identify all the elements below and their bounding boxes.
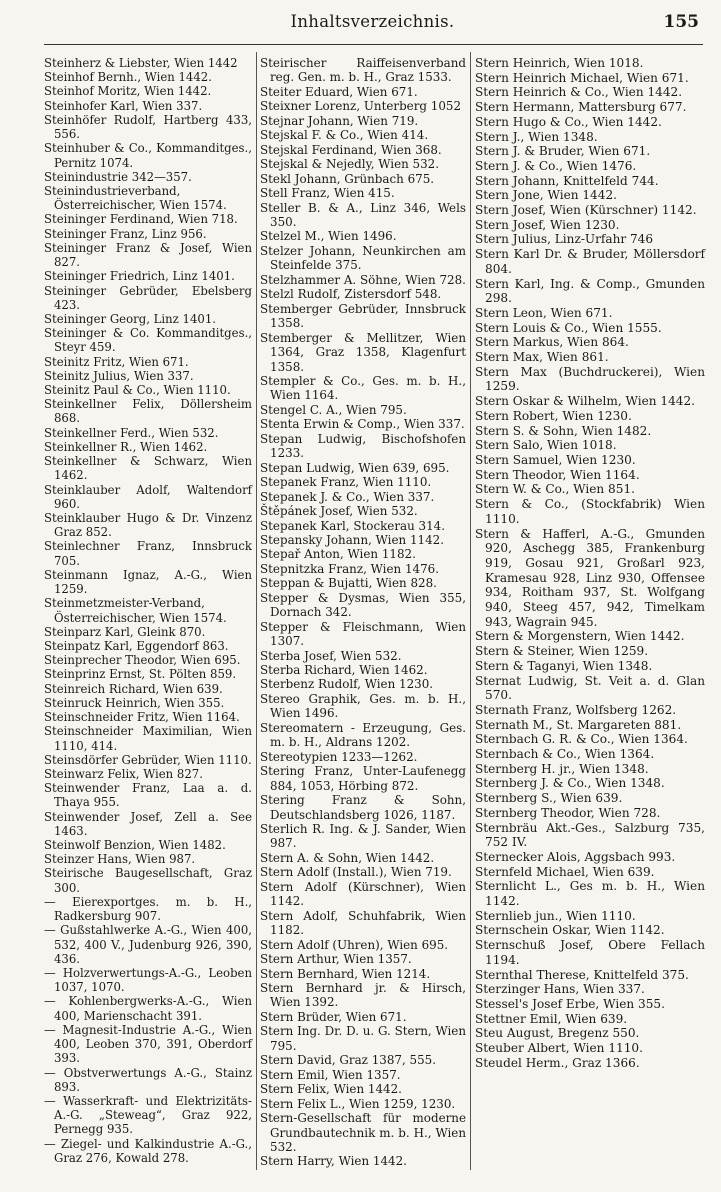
index-entry: Sternberg J. & Co., Wien 1348.	[475, 776, 665, 791]
index-entry: Stern Max, Wien 861.	[475, 350, 609, 365]
index-entry: Stern A. & Sohn, Wien 1442.	[260, 850, 435, 865]
index-entry: Stelzhammer A. Söhne, Wien 728.	[260, 272, 466, 287]
index-entry: Stern J., Wien 1348.	[475, 129, 598, 144]
index-entry: Stern & Morgenstern, Wien 1442.	[475, 629, 685, 644]
index-entry: Stern Jone, Wien 1442.	[475, 188, 617, 203]
index-entry: Sternschein Oskar, Wien 1142.	[475, 923, 665, 938]
index-entry: Steinmetzmeister-Verband, Österreichischer, Wien 1574.	[44, 596, 227, 625]
index-entry: Steppan & Bujatti, Wien 828.	[260, 576, 437, 591]
index-entry: Steinzer Hans, Wien 987.	[44, 852, 196, 867]
index-entry: Štěpánek Josef, Wien 532.	[260, 504, 418, 519]
index-entry: Stell Franz, Wien 415.	[260, 186, 395, 201]
index-entry: Stern Heinrich, Wien 1018.	[475, 56, 644, 70]
index-entry: Stern Markus, Wien 864.	[475, 335, 629, 350]
index-entry: Stessel's Josef Erbe, Wien 355.	[475, 997, 665, 1011]
index-column-3	[475, 56, 705, 1071]
index-entry: Steininger & Co. Kommanditges., Steyr 459.	[44, 326, 252, 355]
index-entry: Stern Heinrich Michael, Wien 671.	[475, 70, 689, 85]
index-entry: Stern David, Graz 1387, 555.	[260, 1053, 437, 1068]
index-entry: Stering Franz & Sohn, Deutschlandsberg 1026, 1187.	[260, 793, 466, 822]
index-entry: Stern Karl Dr. & Bruder, Möllersdorf 804.	[475, 247, 705, 276]
index-entry: Stepansky Johann, Wien 1142.	[260, 532, 445, 547]
index-entry: Steinprinz Ernst, St. Pölten 859.	[44, 667, 237, 682]
index-entry: Steinitz Fritz, Wien 671.	[44, 354, 189, 369]
index-entry: Steininger Ferdinand, Wien 718.	[44, 212, 238, 227]
index-entry: Stern Bernhard jr. & Hirsch, Wien 1392.	[260, 981, 466, 1010]
index-entry: — Holzverwertungs-A.-G., Leoben 1037, 1070.	[44, 966, 252, 995]
index-entry: Stern Adolf, Schuhfabrik, Wien 1182.	[260, 908, 466, 938]
index-entry: Stereotypien 1233—1262.	[260, 749, 418, 764]
index-entry: Steininger Franz & Josef, Wien 827.	[44, 240, 252, 270]
index-entry: Stelzer Johann, Neunkirchen am Steinfelde 375.	[260, 243, 466, 273]
page-number: 155	[663, 12, 699, 32]
index-entry: Steinsdörfer Gebrüder, Wien 1110.	[44, 752, 252, 767]
index-entry: Steinitz Julius, Wien 337.	[44, 368, 194, 383]
index-entry: Stern Hermann, Mattersburg 677.	[475, 100, 687, 115]
page-header	[44, 10, 701, 42]
index-entry: Steinparz Karl, Gleink 870.	[44, 624, 206, 639]
index-entry: Stekl Johann, Grünbach 675.	[260, 171, 435, 186]
index-entry: Stemberger & Mellitzer, Wien 1364, Graz 1358, Klagenfurt 1358.	[260, 330, 466, 374]
index-entry: Stern Leon, Wien 671.	[475, 305, 613, 320]
index-entry: Steinwolf Benzion, Wien 1482.	[44, 838, 226, 853]
index-entry: — Magnesit-Industrie A.-G., Wien 400, Leoben 370, 391, Oberdorf 393.	[44, 1022, 252, 1066]
column-divider	[256, 52, 257, 1170]
index-entry: Stern Adolf (Install.), Wien 719.	[260, 865, 452, 880]
index-entry: Steinpatz Karl, Eggendorf 863.	[44, 638, 229, 653]
index-entry: Steinherz & Liebster, Wien 1442	[44, 56, 238, 70]
index-entry: Stepper & Fleischmann, Wien 1307.	[260, 619, 466, 649]
index-entry: Steinkellner Ferd., Wien 532.	[44, 425, 219, 440]
index-entry: Stern W. & Co., Wien 851.	[475, 482, 635, 497]
index-entry: Steinkellner Felix, Döllersheim 868.	[44, 397, 252, 426]
index-entry: Stern Felix, Wien 1442.	[260, 1082, 402, 1097]
index-entry: Stern Ing. Dr. D. u. G. Stern, Wien 795.	[260, 1024, 466, 1053]
index-entry: Stepnitzka Franz, Wien 1476.	[260, 561, 439, 576]
index-entry: Sternfeld Michael, Wien 639.	[475, 864, 655, 879]
index-entry: Stern Brüder, Wien 671.	[260, 1009, 407, 1024]
index-entry: Stern Max (Buchdruckerei), Wien 1259.	[475, 364, 705, 394]
index-entry: Sternlieb jun., Wien 1110.	[475, 908, 636, 923]
index-entry: Stern Adolf (Kürschner), Wien 1142.	[260, 879, 466, 909]
index-entry: Steinkellner & Schwarz, Wien 1462.	[44, 454, 252, 483]
index-entry: Sternat Ludwig, St. Veit a. d. Glan 570.	[475, 673, 705, 703]
index-entry: Stern Salo, Wien 1018.	[475, 438, 617, 453]
index-entry: Stejskal Ferdinand, Wien 368.	[260, 142, 442, 157]
header-rule	[44, 44, 703, 45]
index-entry: Stern Johann, Knittelfeld 744.	[475, 173, 659, 188]
index-entry: Steinlechner Franz, Innsbruck 705.	[44, 539, 252, 568]
index-entry: Stern Josef, Wien 1230.	[475, 217, 620, 232]
index-entry: Stern & Co., (Stockfabrik) Wien 1110.	[475, 497, 705, 526]
index-entry: Stereo Graphik, Ges. m. b. H., Wien 1496.	[260, 691, 466, 721]
index-entry: Stepař Anton, Wien 1182.	[260, 547, 416, 562]
index-entry: Steirischer Raiffeisenverband reg. Gen. m. b. H., Graz 1533.	[260, 56, 466, 85]
index-entry: Sternberg S., Wien 639.	[475, 791, 623, 806]
index-entry: Stering Franz, Unter-Laufenegg 884, 1053, Hörbing 872.	[260, 764, 466, 793]
index-entry: Stern Arthur, Wien 1357.	[260, 952, 412, 967]
index-entry: Stern & Hafferl, A.-G., Gmunden 920, Aschegg 385, Frankenburg 919, Gosau 921, Großarl 923, Kramesau 928, Linz 930, Offensee 934, Roitham 937, St. Wolfgang 940, Steeg 457, 942, Timelkam 943, Wagrain 945.	[475, 526, 705, 629]
index-entry: Sterba Richard, Wien 1462.	[260, 663, 428, 678]
index-entry: Stepper & Dysmas, Wien 355, Dornach 342.	[260, 590, 466, 620]
index-entry: Sterbenz Rudolf, Wien 1230.	[260, 677, 434, 692]
index-entry: — Gußstahlwerke A.-G., Wien 400, 532, 400 V., Judenburg 926, 390, 436.	[44, 923, 252, 966]
index-entry: Steininger Gebrüder, Ebelsberg 423.	[44, 283, 252, 312]
index-entry: Stern Emil, Wien 1357.	[260, 1067, 401, 1082]
index-entry: Stepan Ludwig, Bischofshofen 1233.	[260, 431, 466, 461]
index-entry: Steinhof Moritz, Wien 1442.	[44, 84, 212, 99]
index-entry: Stepanek J. & Co., Wien 337.	[260, 489, 435, 504]
index-entry: Steinkellner R., Wien 1462.	[44, 439, 208, 454]
index-entry: Stelzel M., Wien 1496.	[260, 229, 397, 244]
index-entry: Stern-Gesellschaft für moderne Grundbautechnik m. b. H., Wien 532.	[260, 1111, 466, 1154]
index-entry: Stepanek Franz, Wien 1110.	[260, 475, 432, 490]
index-entry: Sternschuß Josef, Obere Fellach 1194.	[475, 938, 705, 967]
column-divider	[470, 52, 471, 1170]
index-entry: Steinwender Franz, Laa a. d. Thaya 955.	[44, 781, 252, 810]
index-entry: Sternthal Therese, Knittelfeld 375.	[475, 967, 689, 982]
index-entry: Stern Harry, Wien 1442.	[260, 1154, 407, 1169]
index-entry: — Kohlenbergwerks-A.-G., Wien 400, Marienschacht 391.	[44, 994, 252, 1023]
index-entry: Stern Samuel, Wien 1230.	[475, 452, 636, 467]
index-entry: — Eierexportges. m. b. H., Radkersburg 907.	[44, 894, 252, 924]
index-entry: Sternberg Theodor, Wien 728.	[475, 805, 661, 820]
index-entry: Sterzinger Hans, Wien 337.	[475, 982, 645, 997]
index-entry: Stern Louis & Co., Wien 1555.	[475, 320, 662, 335]
index-entry: Stern & Steiner, Wien 1259.	[475, 644, 649, 659]
index-entry: Steudel Herm., Graz 1366.	[475, 1055, 640, 1070]
index-entry: Steinitz Paul & Co., Wien 1110.	[44, 383, 231, 398]
index-entry: Steinhof Bernh., Wien 1442.	[44, 70, 212, 85]
index-entry: Stern Josef, Wien (Kürschner) 1142.	[475, 203, 697, 218]
index-entry: Stern Theodor, Wien 1164.	[475, 467, 640, 482]
index-entry: Steinklauber Adolf, Waltendorf 960.	[44, 482, 252, 511]
index-entry: Sternath M., St. Margareten 881.	[475, 717, 682, 732]
index-entry: Stern J. & Bruder, Wien 671.	[475, 144, 651, 159]
index-entry: Stern Karl, Ing. & Comp., Gmunden 298.	[475, 276, 705, 306]
index-entry: Sternberg H. jr., Wien 1348.	[475, 761, 649, 776]
index-entry: Steinreich Richard, Wien 639.	[44, 681, 223, 696]
index-entry: Stern & Taganyi, Wien 1348.	[475, 658, 653, 673]
index-entry: Stejskal F. & Co., Wien 414.	[260, 128, 429, 143]
index-entry: Steinwarz Felix, Wien 827.	[44, 766, 203, 781]
index-entry: Stern Oskar & Wilhelm, Wien 1442.	[475, 394, 696, 409]
index-entry: Steller B. & A., Linz 346, Wels 350.	[260, 200, 466, 229]
index-entry: Steininger Franz, Linz 956.	[44, 226, 207, 241]
index-entry: Steinmann Ignaz, A.-G., Wien 1259.	[44, 567, 252, 597]
index-entry: Sternath Franz, Wolfsberg 1262.	[475, 702, 677, 717]
index-column-1	[44, 56, 252, 1165]
index-entry: Stettner Emil, Wien 639.	[475, 1011, 628, 1026]
index-entry: Stejskal & Nejedly, Wien 532.	[260, 157, 440, 172]
index-entry: Steinindustrie 342—357.	[44, 169, 192, 184]
index-entry: Stern Heinrich & Co., Wien 1442.	[475, 85, 683, 100]
index-entry: Steirische Baugesellschaft, Graz 300.	[44, 866, 252, 895]
index-entry: Steinindustrieverband, Österreichischer, Wien 1574.	[44, 183, 227, 213]
index-entry: — Obstverwertungs A.-G., Stainz 893.	[44, 1065, 252, 1094]
index-entry: Stern Robert, Wien 1230.	[475, 408, 632, 423]
index-entry: Sternlicht L., Ges m. b. H., Wien 1142.	[475, 879, 705, 909]
index-entry: Steinhuber & Co., Kommanditges., Pernitz 1074.	[44, 141, 252, 170]
index-entry: Steinschneider Fritz, Wien 1164.	[44, 710, 240, 725]
index-entry: Steinprecher Theodor, Wien 695.	[44, 653, 241, 668]
index-entry: — Ziegel- und Kalkindustrie A.-G., Graz 276, Kowald 278.	[44, 1136, 252, 1165]
index-entry: Stern S. & Sohn, Wien 1482.	[475, 423, 652, 438]
index-entry: Stepanek Karl, Stockerau 314.	[260, 518, 446, 533]
index-entry: Steininger Friedrich, Linz 1401.	[44, 269, 235, 284]
index-entry: Sternbach & Co., Wien 1364.	[475, 747, 655, 762]
index-entry: Stengel C. A., Wien 795.	[260, 402, 407, 417]
index-entry: Steiter Eduard, Wien 671.	[260, 84, 418, 99]
index-entry: Stejnar Johann, Wien 719.	[260, 113, 419, 128]
index-entry: Stern Hugo & Co., Wien 1442.	[475, 114, 662, 129]
index-entry: Steixner Lorenz, Unterberg 1052	[260, 99, 462, 114]
index-entry: Sterlich R. Ing. & J. Sander, Wien 987.	[260, 822, 466, 851]
index-entry: Stenta Erwin & Comp., Wien 337.	[260, 417, 465, 432]
index-entry: Stern Julius, Linz-Urfahr 746	[475, 232, 654, 247]
index-entry: Steinwender Josef, Zell a. See 1463.	[44, 809, 252, 838]
index-entry: Sternbräu Akt.-Ges., Salzburg 735, 752 IV.	[475, 820, 705, 850]
index-entry: — Wasserkraft- und Elektrizitäts-A.-G. „Steweag“, Graz 922, Pernegg 935.	[44, 1093, 252, 1137]
index-entry: Stempler & Co., Ges. m. b. H., Wien 1164.	[260, 373, 466, 403]
index-entry: Steinschneider Maximilian, Wien 1110, 414.	[44, 724, 252, 753]
index-entry: Steu August, Bregenz 550.	[475, 1026, 640, 1041]
index-entry: Steinruck Heinrich, Wien 355.	[44, 695, 225, 710]
index-entry: Stepan Ludwig, Wien 639, 695.	[260, 460, 450, 475]
index-entry: Sternecker Alois, Aggsbach 993.	[475, 849, 676, 864]
index-entry: Stern Adolf (Uhren), Wien 695.	[260, 937, 449, 952]
page-title: Inhaltsverzeichnis.	[290, 12, 455, 31]
index-column-2	[260, 56, 466, 1169]
index-entry: Steinhofer Karl, Wien 337.	[44, 98, 203, 113]
index-entry: Stern J. & Co., Wien 1476.	[475, 158, 637, 173]
index-entry: Sternbach G. R. & Co., Wien 1364.	[475, 732, 688, 747]
index-entry: Stern Felix L., Wien 1259, 1230.	[260, 1096, 456, 1111]
index-entry: Stern Bernhard, Wien 1214.	[260, 966, 431, 981]
index-entry: Steinhöfer Rudolf, Hartberg 433, 556.	[44, 112, 252, 142]
index-entry: Stelzl Rudolf, Zistersdorf 548.	[260, 287, 442, 302]
index-entry: Sterba Josef, Wien 532.	[260, 648, 402, 663]
index-entry: Steinklauber Hugo & Dr. Vinzenz Graz 852.	[44, 511, 252, 540]
index-entry: Stereomatern - Erzeugung, Ges. m. b. H., Aldrans 1202.	[260, 720, 466, 750]
index-entry: Steuber Albert, Wien 1110.	[475, 1041, 643, 1056]
index-entry: Stemberger Gebrüder, Innsbruck 1358.	[260, 301, 466, 331]
index-entry: Steininger Georg, Linz 1401.	[44, 311, 216, 326]
